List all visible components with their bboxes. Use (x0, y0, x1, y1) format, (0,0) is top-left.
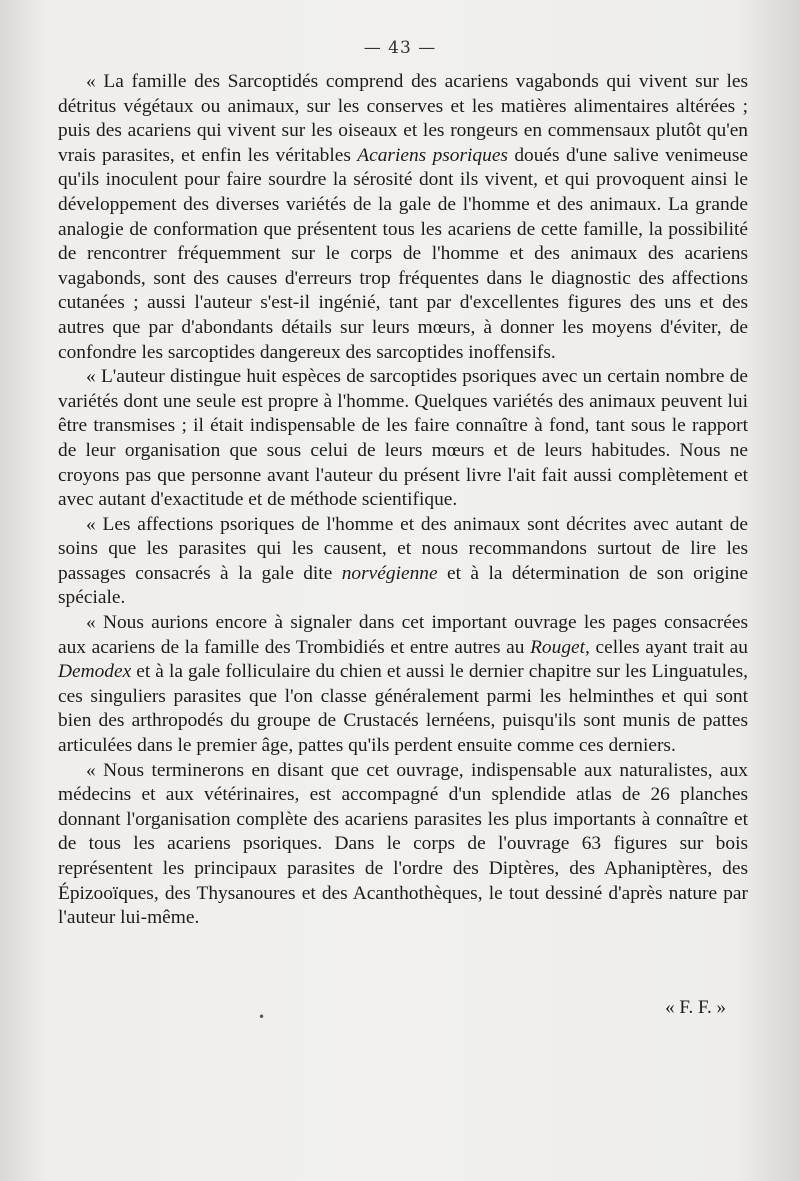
paragraph-5: « Nous terminerons en disant que cet ouvrage, indispensable aux naturalistes, aux médecins et aux vétérinaires, est accompagné d'un splendide atlas de 26 planches donnant l'organisation complète des acariens parasites les plus importants à connaître et de tous les acariens psoriques. Dans le corps de l'ouvrage 63 figures sur bois représentent les principaux parasites de l'ordre des Diptères, des Aphaniptères, des Épizooïques, des Thysanoures et des Acanthothèques, le tout dessiné d'après nature par l'auteur lui-même. (58, 759, 748, 929)
article-body (58, 70, 748, 931)
paragraph-4: « Nous aurions encore à signaler dans cet important ouvrage les pages consacrées aux acariens de la famille des Trombidiés et entre autres au Rouget, celles ayant trait au Demodex et à la gale folliculaire du chien et aussi le dernier chapitre sur les Linguatules, ces singuliers parasites que l'on classe généralement parmi les helminthes et qui sont bien des arthropodés du groupe de Crustacés lernéens, puisqu'ils sont munis de pattes articulées dans le premier âge, pattes qu'ils perdent ensuite comme ces derniers. (58, 612, 748, 757)
paragraph-1: « La famille des Sarcoptidés comprend des acariens vagabonds qui vivent sur les détritus végétaux ou animaux, sur les conserves et les matières alimentaires altérées ; puis des acariens qui vivent sur les oiseaux et les rongeurs en commensaux plutôt qu'en vrais parasites, et enfin les véritables Acariens psoriques doués d'une salive venimeuse qu'ils inoculent pour faire sourdre la sérosité dont ils vivent, et qui provoquent ainsi le développement des diverses variétés de la gale de l'homme et des animaux. La grande analogie de conformation que présentent tous les acariens de cette famille, la possibilité de rencontrer fréquemment sur le corps de l'homme et des animaux des acariens vagabonds, sont des causes d'erreurs trop fréquentes dans le diagnostic des affections cutanées ; aussi l'auteur s'est-il ingénié, tant par d'excellentes figures des uns et des autres que par d'abondants détails sur leurs mœurs, à donner les moyens d'éviter, de confondre les sarcoptides dangereux des sarcoptides inoffensifs. (58, 71, 748, 363)
page-number: — 43 — (363, 38, 437, 58)
signature: « F. F. » (665, 997, 726, 1018)
stray-mark: • (258, 1010, 266, 1024)
paragraph-3: « Les affections psoriques de l'homme et des animaux sont décrites avec autant de soins que les parasites qui les causent, et nous recommandons surtout de lire les passages consacrés à la gale dite norvégienne et à la détermination de son origine spéciale. (58, 513, 748, 609)
paragraph-2: « L'auteur distingue huit espèces de sarcoptides psoriques avec un certain nombre de variétés dont une seule est propre à l'homme. Quelques variétés des animaux peuvent lui être transmises ; il était indispensable de les faire connaître à fond, tant sous le rapport de leur organisation que sous celui de leurs mœurs et de leurs habitudes. Nous ne croyons pas que personne avant l'auteur du présent livre l'ait fait aussi complètement et avec autant d'exactitude et de méthode scientifique. (58, 366, 748, 511)
